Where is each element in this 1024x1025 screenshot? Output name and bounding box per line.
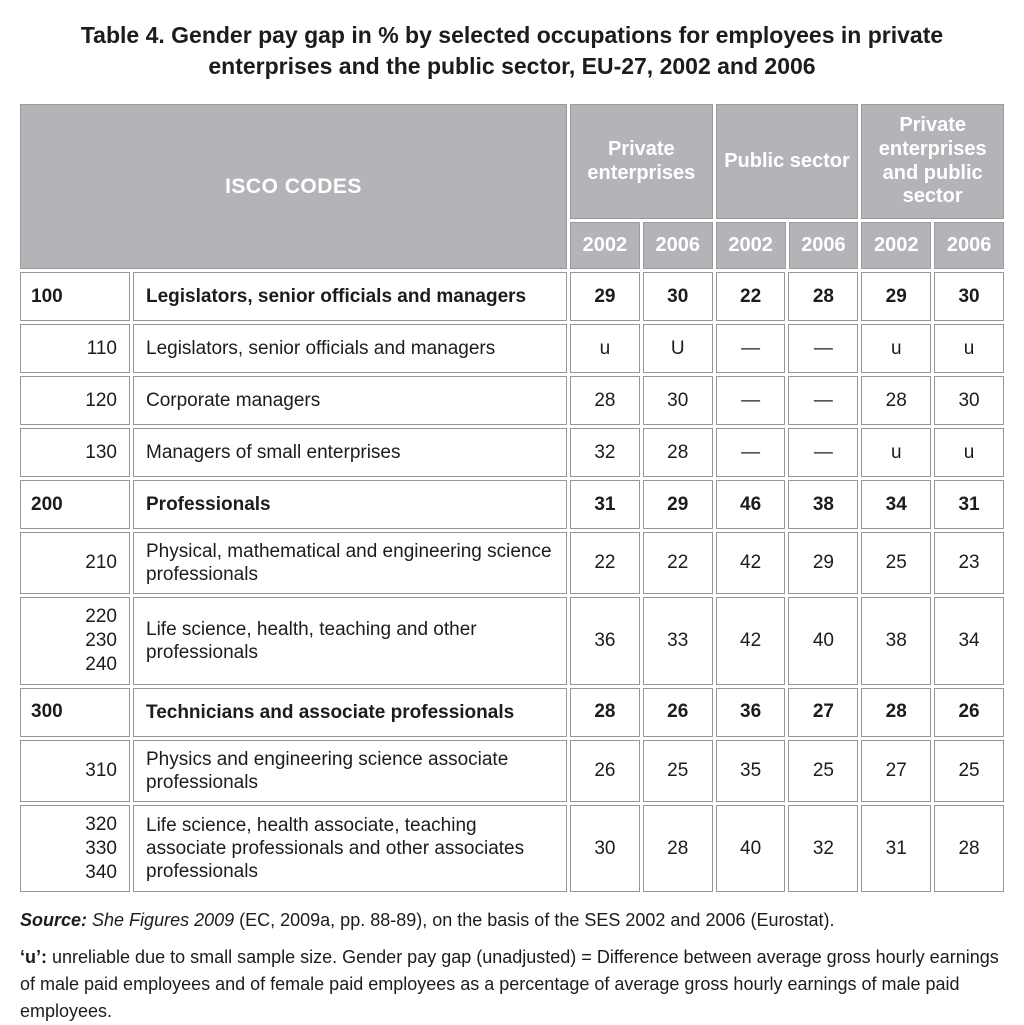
value-cell: — <box>716 376 786 425</box>
value-cell: 42 <box>716 597 786 684</box>
value-cell: 25 <box>861 532 931 594</box>
value-cell: u <box>570 324 640 373</box>
value-cell: 34 <box>934 597 1004 684</box>
value-cell: 30 <box>934 376 1004 425</box>
isco-code: 120 <box>85 389 117 411</box>
table-row <box>20 272 1004 321</box>
value-cell: 30 <box>643 272 713 321</box>
note-label: ‘u’: <box>20 947 47 968</box>
value-cell: 28 <box>934 805 1004 892</box>
data-table <box>20 104 1004 892</box>
isco-code: 220 <box>85 606 117 628</box>
isco-code-cell <box>20 324 130 373</box>
year-header: 2002 <box>861 222 931 269</box>
value-cell: 26 <box>570 740 640 802</box>
value-cell: 35 <box>716 740 786 802</box>
isco-code-cell <box>20 805 130 892</box>
value-cell: 27 <box>788 688 858 737</box>
year-header: 2006 <box>789 222 859 269</box>
isco-code: 240 <box>85 653 117 675</box>
occupation-label: Legislators, senior officials and managers <box>133 272 567 321</box>
column-group-private-enterprises <box>570 104 713 269</box>
value-cell: 28 <box>570 376 640 425</box>
isco-codes-header: ISCO CODES <box>20 104 567 269</box>
isco-code: 110 <box>86 337 117 359</box>
value-cell: 28 <box>861 688 931 737</box>
year-row <box>570 222 713 269</box>
table-row <box>20 805 1004 892</box>
isco-code: 230 <box>85 630 117 652</box>
occupation-label: Corporate managers <box>133 376 567 425</box>
value-cell: — <box>716 428 786 477</box>
value-cell: 32 <box>788 805 858 892</box>
isco-code-cell <box>20 688 130 737</box>
value-cell: 28 <box>861 376 931 425</box>
isco-code: 340 <box>85 861 117 883</box>
value-cell: 25 <box>934 740 1004 802</box>
value-cell: 42 <box>716 532 786 594</box>
isco-code: 200 <box>31 493 63 515</box>
isco-code: 100 <box>31 285 63 307</box>
value-cell: 29 <box>643 480 713 529</box>
occupation-label: Physical, mathematical and engineering science professionals <box>133 532 567 594</box>
table-row <box>20 740 1004 802</box>
value-cell: u <box>934 324 1004 373</box>
value-cell: 33 <box>643 597 713 684</box>
column-group-label: Public sector <box>716 104 859 219</box>
isco-code-cell <box>20 532 130 594</box>
value-cell: — <box>788 376 858 425</box>
footnotes <box>20 908 1004 1025</box>
source-rest: (EC, 2009a, pp. 88-89), on the basis of the SES 2002 and 2006 (Eurostat). <box>234 910 835 931</box>
year-header: 2002 <box>570 222 640 269</box>
value-cell: 22 <box>716 272 786 321</box>
value-cell: 36 <box>716 688 786 737</box>
value-cell: 31 <box>570 480 640 529</box>
occupation-label: Managers of small enterprises <box>133 428 567 477</box>
table-row <box>20 428 1004 477</box>
occupation-label: Physics and engineering science associate professionals <box>133 740 567 802</box>
value-cell: u <box>861 428 931 477</box>
value-cell: 46 <box>716 480 786 529</box>
table-row <box>20 324 1004 373</box>
value-cell: 30 <box>934 272 1004 321</box>
year-row <box>861 222 1004 269</box>
value-cell: 30 <box>643 376 713 425</box>
value-cell: 38 <box>788 480 858 529</box>
isco-code-cell <box>20 597 130 684</box>
isco-code-cell <box>20 376 130 425</box>
footnote-source <box>20 908 1004 933</box>
source-label: Source: <box>20 910 88 931</box>
source-work: She Figures 2009 <box>87 910 235 931</box>
value-cell: 23 <box>934 532 1004 594</box>
column-group-label: Private enterprises and public sector <box>861 104 1004 219</box>
value-cell: 34 <box>861 480 931 529</box>
value-cell: 29 <box>788 532 858 594</box>
occupation-label: Life science, health associate, teaching associate professionals and other associates professionals <box>133 805 567 892</box>
value-cell: 28 <box>570 688 640 737</box>
value-cell: 36 <box>570 597 640 684</box>
value-cell: 28 <box>643 428 713 477</box>
column-group-private-and-public <box>861 104 1004 269</box>
isco-code: 210 <box>85 552 117 574</box>
isco-code: 320 <box>85 814 117 836</box>
value-cell: 26 <box>934 688 1004 737</box>
isco-code: 330 <box>85 837 117 859</box>
year-header: 2002 <box>716 222 786 269</box>
value-cell: 22 <box>643 532 713 594</box>
value-cell: 25 <box>788 740 858 802</box>
column-group-label: Private enterprises <box>570 104 713 219</box>
year-header: 2006 <box>934 222 1004 269</box>
value-cell: 40 <box>788 597 858 684</box>
isco-code-cell <box>20 480 130 529</box>
occupation-label: Technicians and associate professionals <box>133 688 567 737</box>
table-row <box>20 532 1004 594</box>
year-header: 2006 <box>643 222 713 269</box>
column-group-public-sector <box>716 104 859 269</box>
table-row <box>20 376 1004 425</box>
isco-code: 300 <box>31 701 63 723</box>
value-cell: 29 <box>570 272 640 321</box>
value-cell: u <box>861 324 931 373</box>
table-row <box>20 480 1004 529</box>
value-cell: — <box>788 324 858 373</box>
table-row <box>20 597 1004 684</box>
isco-code-cell <box>20 740 130 802</box>
table-title: Table 4. Gender pay gap in % by selected occupations for employees in private enterprises and the public sector, EU-27, 2002 and 2006 <box>80 22 944 80</box>
column-groups <box>570 104 1004 269</box>
occupation-label: Professionals <box>133 480 567 529</box>
value-cell: U <box>643 324 713 373</box>
isco-code-cell <box>20 272 130 321</box>
isco-code: 130 <box>85 441 117 463</box>
note-text: unreliable due to small sample size. Gender pay gap (unadjusted) = Difference between average gross hourly earnings of male paid employees and of female paid employees as a percentage of average gross hourly earnings of male paid employees. <box>20 947 999 1022</box>
year-row <box>716 222 859 269</box>
value-cell: 29 <box>861 272 931 321</box>
value-cell: 28 <box>643 805 713 892</box>
isco-code: 310 <box>85 759 117 781</box>
value-cell: u <box>934 428 1004 477</box>
value-cell: 28 <box>788 272 858 321</box>
value-cell: 22 <box>570 532 640 594</box>
isco-code-cell <box>20 428 130 477</box>
value-cell: 26 <box>643 688 713 737</box>
value-cell: 32 <box>570 428 640 477</box>
occupation-label: Legislators, senior officials and managers <box>133 324 567 373</box>
value-cell: 27 <box>861 740 931 802</box>
footnote-note <box>20 944 1004 1025</box>
value-cell: 38 <box>861 597 931 684</box>
value-cell: 40 <box>716 805 786 892</box>
value-cell: — <box>788 428 858 477</box>
value-cell: 30 <box>570 805 640 892</box>
value-cell: 25 <box>643 740 713 802</box>
occupation-label: Life science, health, teaching and other professionals <box>133 597 567 684</box>
value-cell: 31 <box>861 805 931 892</box>
table-row <box>20 688 1004 737</box>
table-header <box>20 104 1004 269</box>
table-body <box>20 272 1004 892</box>
value-cell: — <box>716 324 786 373</box>
value-cell: 31 <box>934 480 1004 529</box>
